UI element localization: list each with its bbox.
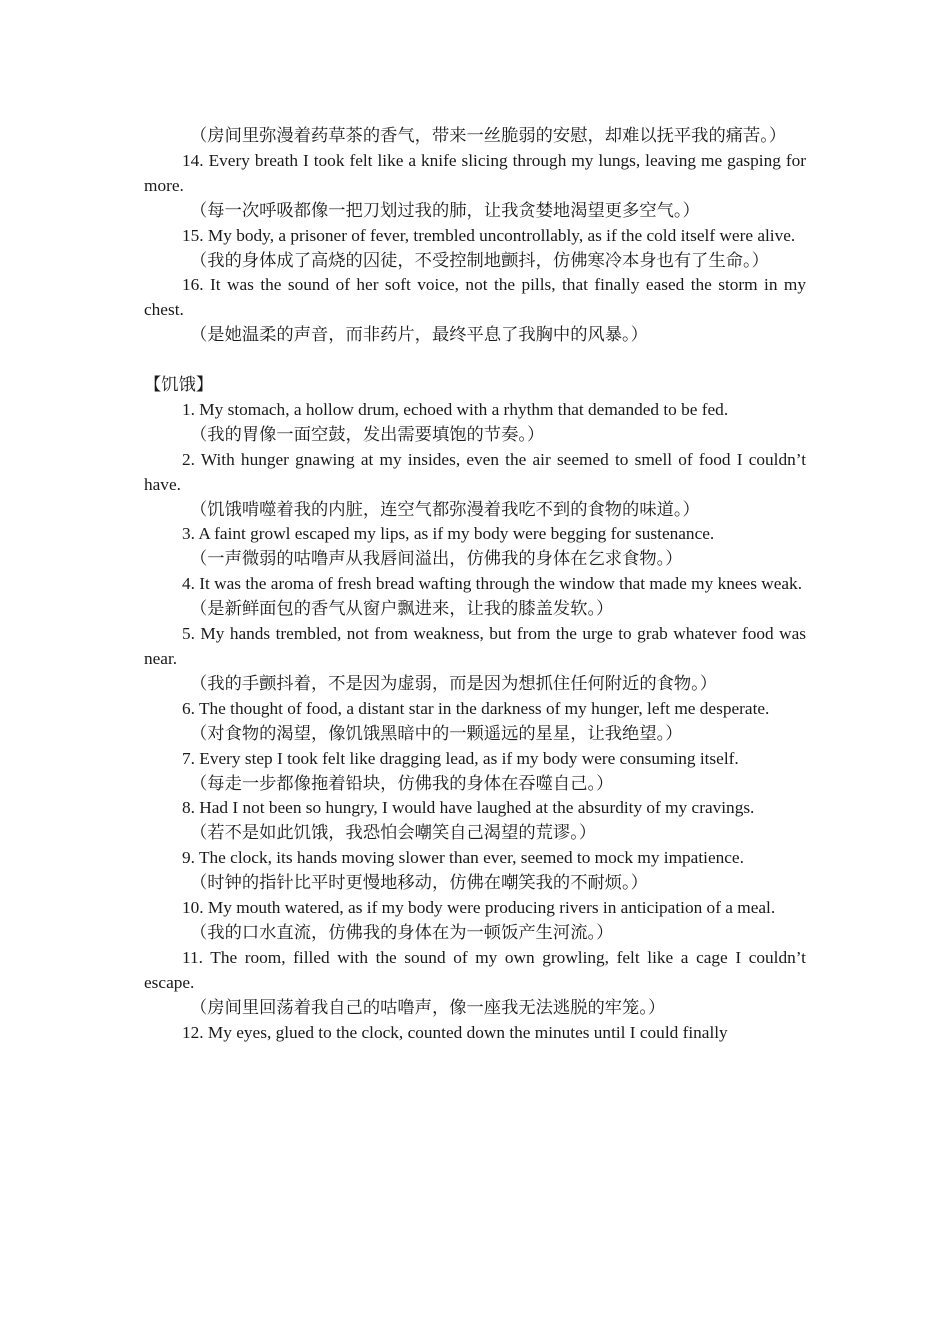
english-sentence: 5. My hands trembled, not from weakness, but from the urge to grab whatever food was near. — [144, 624, 806, 669]
english-sentence: 16. It was the sound of her soft voice, not the pills, that finally eased the storm in my chest. — [144, 275, 806, 320]
chinese-translation: （若不是如此饥饿，我恐怕会嘲笑自己渴望的荒谬。） — [190, 823, 597, 843]
chinese-translation: （对食物的渴望，像饥饿黑暗中的一颗遥远的星星，让我绝望。） — [190, 723, 683, 743]
section-heading-hunger: 【饥饿】 — [144, 375, 214, 395]
chinese-translation: （是她温柔的声音，而非药片，最终平息了我胸中的风暴。） — [190, 325, 648, 345]
chinese-translation: （我的胃像一面空鼓，发出需要填饱的节奏。） — [190, 424, 545, 444]
english-sentence: 11. The room, filled with the sound of my own growling, felt like a cage I couldn’t escape. — [144, 947, 806, 992]
chinese-translation: （时钟的指针比平时更慢地移动，仿佛在嘲笑我的不耐烦。） — [190, 873, 648, 893]
chinese-translation: （我的身体成了高烧的囚徒，不受控制地颤抖，仿佛寒冷本身也有了生命。） — [190, 250, 769, 270]
english-sentence: 10. My mouth watered, as if my body were producing rivers in anticipation of a meal. — [182, 898, 776, 918]
english-sentence: 14. Every breath I took felt like a knife slicing through my lungs, leaving me gasping for more. — [144, 150, 806, 195]
english-sentence: 15. My body, a prisoner of fever, trembled uncontrollably, as if the cold itself were alive. — [182, 225, 796, 245]
chinese-translation: （每走一步都像拖着铅块，仿佛我的身体在吞噬自己。） — [190, 773, 614, 793]
english-sentence: 9. The clock, its hands moving slower than ever, seemed to mock my impatience. — [182, 848, 744, 868]
chinese-translation: （我的口水直流，仿佛我的身体在为一顿饭产生河流。） — [190, 922, 614, 942]
section-spacer — [144, 348, 806, 373]
english-sentence: 4. It was the aroma of fresh bread wafting through the window that made my knees weak. — [182, 574, 803, 594]
fever-section — [144, 124, 806, 348]
hunger-section — [144, 398, 806, 1046]
english-sentence: 8. Had I not been so hungry, I would have laughed at the absurdity of my cravings. — [182, 798, 755, 818]
english-sentence: 7. Every step I took felt like dragging lead, as if my body were consuming itself. — [182, 748, 739, 768]
chinese-translation: （我的手颤抖着，不是因为虚弱，而是因为想抓住任何附近的食物。） — [190, 673, 718, 693]
english-sentence: 12. My eyes, glued to the clock, counted down the minutes until I could finally — [182, 1022, 728, 1042]
chinese-translation: （房间里弥漫着药草茶的香气，带来一丝脆弱的安慰，却难以抚平我的痛苦。） — [190, 126, 787, 145]
chinese-translation: （是新鲜面包的香气从窗户飘进来，让我的膝盖发软。） — [190, 599, 614, 619]
english-sentence: 3. A faint growl escaped my lips, as if my body were begging for sustenance. — [182, 524, 715, 544]
english-sentence: 6. The thought of food, a distant star in the darkness of my hunger, left me desperate. — [182, 698, 770, 718]
chinese-translation: （饥饿啃噬着我的内脏，连空气都弥漫着我吃不到的食物的味道。） — [190, 499, 700, 519]
chinese-translation: （每一次呼吸都像一把刀划过我的肺，让我贪婪地渴望更多空气。） — [190, 200, 700, 220]
english-sentence: 2. With hunger gnawing at my insides, even the air seemed to smell of food I couldn’t have. — [144, 449, 806, 494]
chinese-translation: （房间里回荡着我自己的咕噜声，像一座我无法逃脱的牢笼。） — [190, 997, 666, 1017]
english-sentence: 1. My stomach, a hollow drum, echoed with a rhythm that demanded to be fed. — [182, 399, 729, 419]
chinese-translation: （一声微弱的咕噜声从我唇间溢出，仿佛我的身体在乞求食物。） — [190, 549, 683, 569]
